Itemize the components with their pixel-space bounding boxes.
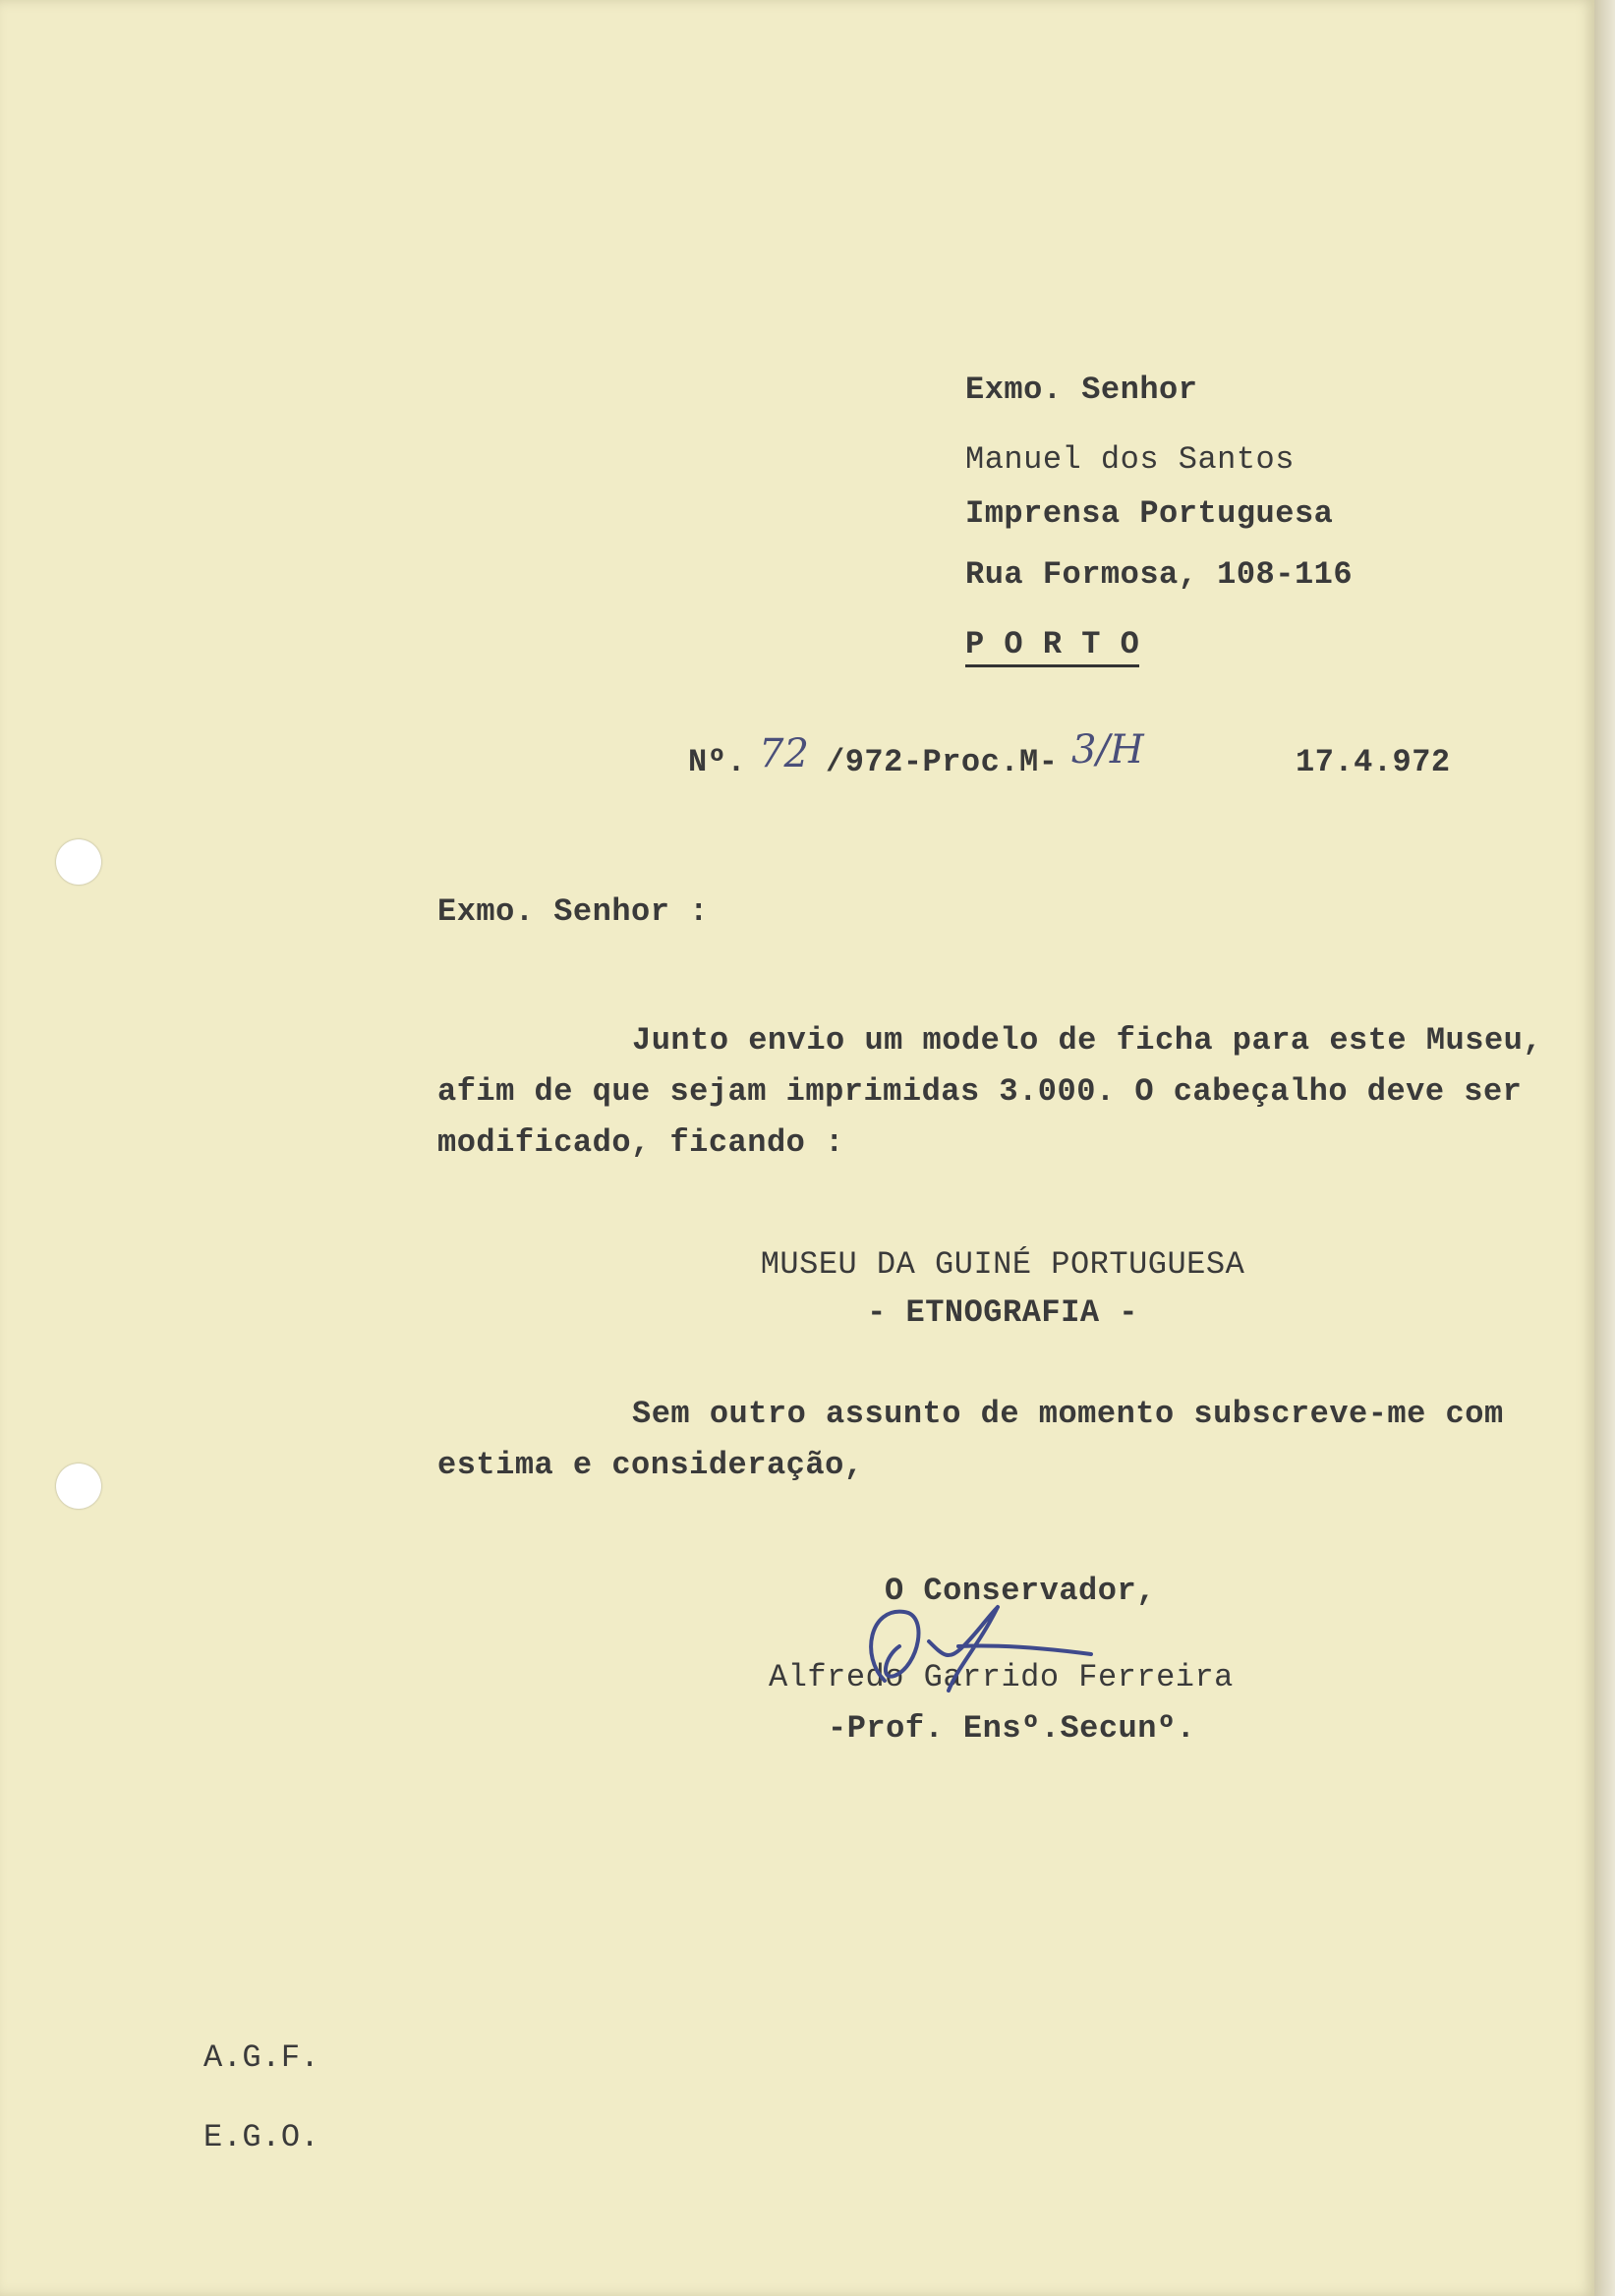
body-header-line2: - ETNOGRAFIA - <box>867 1294 1138 1331</box>
body-para2-line2: estima e consideração, <box>437 1447 864 1483</box>
reference-proc-handwritten: 3/H <box>1071 727 1144 773</box>
body-para2-line1: Sem outro assunto de momento subscreve-me com <box>632 1396 1504 1432</box>
initials-line1: A.G.F. <box>203 2039 320 2076</box>
reference-middle: /972-Proc.M- <box>826 744 1059 780</box>
body-greeting: Exmo. Senhor : <box>437 893 709 930</box>
signature-title: O Conservador, <box>885 1573 1156 1609</box>
signature-position: -Prof. Ensº.Secunº. <box>828 1710 1196 1747</box>
punch-hole-bottom <box>56 1464 101 1509</box>
reference-prefix: Nº. <box>688 744 747 780</box>
body-para1-line2: afim de que sejam imprimidas 3.000. O cabeçalho deve ser <box>437 1073 1523 1110</box>
reference-number-handwritten: 72 <box>759 731 809 776</box>
address-salutation: Exmo. Senhor <box>965 372 1198 408</box>
address-name: Manuel dos Santos <box>965 441 1295 478</box>
body-header-line1: MUSEU DA GUINÉ PORTUGUESA <box>760 1246 1245 1283</box>
initials-line2: E.G.O. <box>203 2119 320 2155</box>
punch-hole-top <box>56 839 101 885</box>
paper-edge <box>1594 0 1615 2296</box>
address-company: Imprensa Portuguesa <box>965 495 1334 532</box>
reference-date: 17.4.972 <box>1296 744 1451 780</box>
handwritten-signature <box>850 1587 1096 1695</box>
body-para1-line3: modificado, ficando : <box>437 1124 844 1161</box>
address-city: P O R T O <box>965 629 1139 667</box>
address-street: Rua Formosa, 108-116 <box>965 556 1354 593</box>
body-para1-line1: Junto envio um modelo de ficha para este Museu, <box>632 1022 1543 1059</box>
signature-name: Alfredo Garrido Ferreira <box>769 1659 1234 1695</box>
